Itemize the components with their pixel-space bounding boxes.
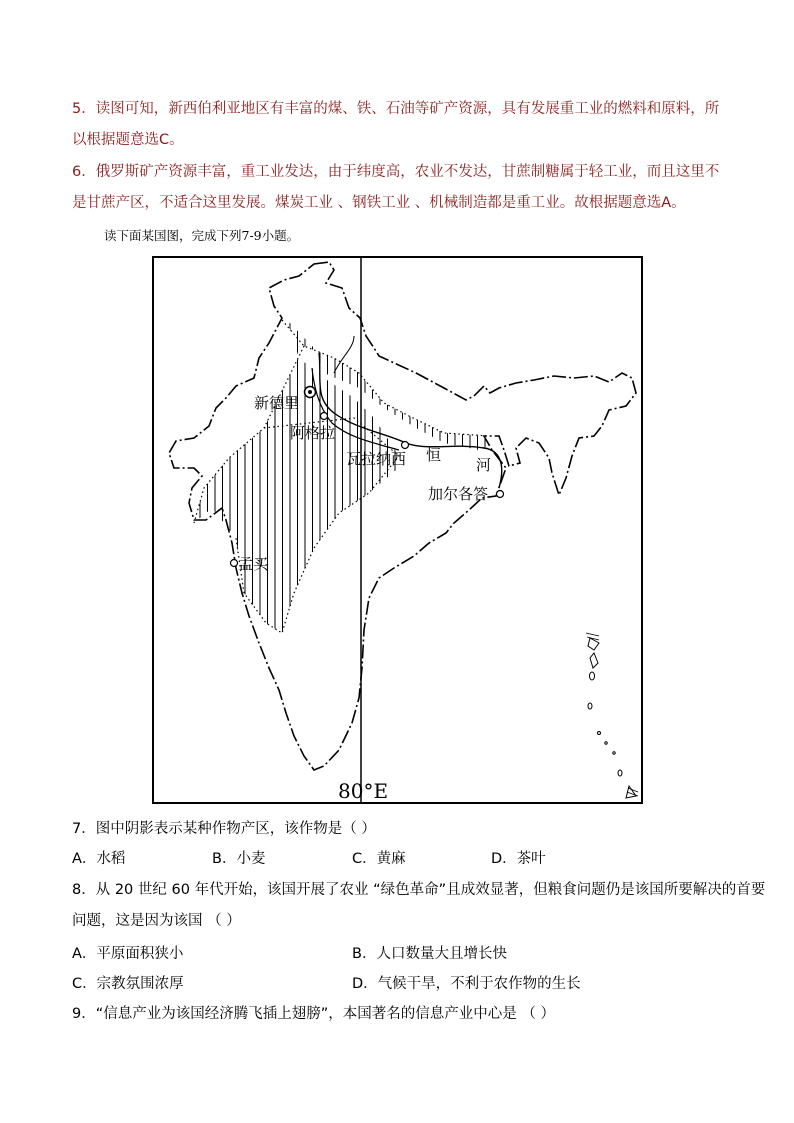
question-7-option-c[interactable]: C．黄麻 — [352, 851, 406, 867]
question-8-option-b[interactable]: B．人口数量大且增长快 — [352, 946, 507, 962]
wheat-region-shading — [194, 320, 492, 633]
question-7-stem: 7．图中阴影表示某种作物产区，该作物是（ ） — [72, 821, 376, 837]
varanasi-marker — [402, 442, 409, 449]
mumbai-marker — [231, 560, 238, 567]
question-8-option-a[interactable]: A．平原面积狭小 — [72, 946, 184, 962]
label-varanasi: 瓦拉纳西 — [346, 450, 407, 468]
question-9-stem: 9．“信息产业为该国经济腾飞插上翅膀”，本国著名的信息产业中心是 （ ） — [72, 1006, 555, 1022]
label-new-delhi: 新德里 — [254, 394, 300, 412]
label-ganges-1: 恒 — [426, 446, 442, 464]
answer-5: 5．读图可知，新西伯利亚地区有丰富的煤、铁、石油等矿产资源，具有发展重工业的燃料和原料，所以根据题意选C。 — [72, 101, 720, 148]
question-8-stem-line1: 8．从 20 世纪 60 年代开始，该国开展了农业 “绿色革命”且成效显著，但粮食问题仍是该国所要解决的首要 — [72, 882, 766, 898]
new-delhi-marker — [305, 387, 316, 398]
label-meridian: 80°E — [338, 779, 389, 802]
label-agra: 阿格拉 — [290, 424, 336, 442]
andaman-nicobar-islands — [588, 638, 636, 798]
india-map-drawing — [154, 258, 641, 802]
india-map — [152, 256, 643, 804]
question-8-option-c[interactable]: C．宗教氛围浓厚 — [72, 976, 184, 992]
question-7-option-b[interactable]: B．小麦 — [212, 851, 266, 867]
label-mumbai: 孟买 — [238, 555, 269, 573]
kolkata-marker — [497, 491, 504, 498]
label-kolkata: 加尔各答 — [428, 485, 489, 503]
question-8-option-d[interactable]: D．气候干旱，不利于农作物的生长 — [352, 976, 581, 992]
label-ganges-2: 河 — [476, 456, 492, 474]
answer-6: 6．俄罗斯矿产资源丰富，重工业发达，由于纬度高，农业不发达，甘蔗制糖属于轻工业，而且这里不是甘蔗产区，不适合这里发展。煤炭工业 、钢铁工业 、机械制造都是重工业。故根据题意选A。 — [72, 164, 720, 211]
agra-marker — [321, 413, 328, 420]
question-7-option-a[interactable]: A．水稻 — [72, 851, 126, 867]
reading-intro: 读下面某国图，完成下列7-9小题。 — [104, 228, 300, 243]
question-7-option-d[interactable]: D．茶叶 — [491, 851, 546, 867]
question-8-stem-line2: 问题，这是因为该国 （ ） — [72, 913, 241, 929]
